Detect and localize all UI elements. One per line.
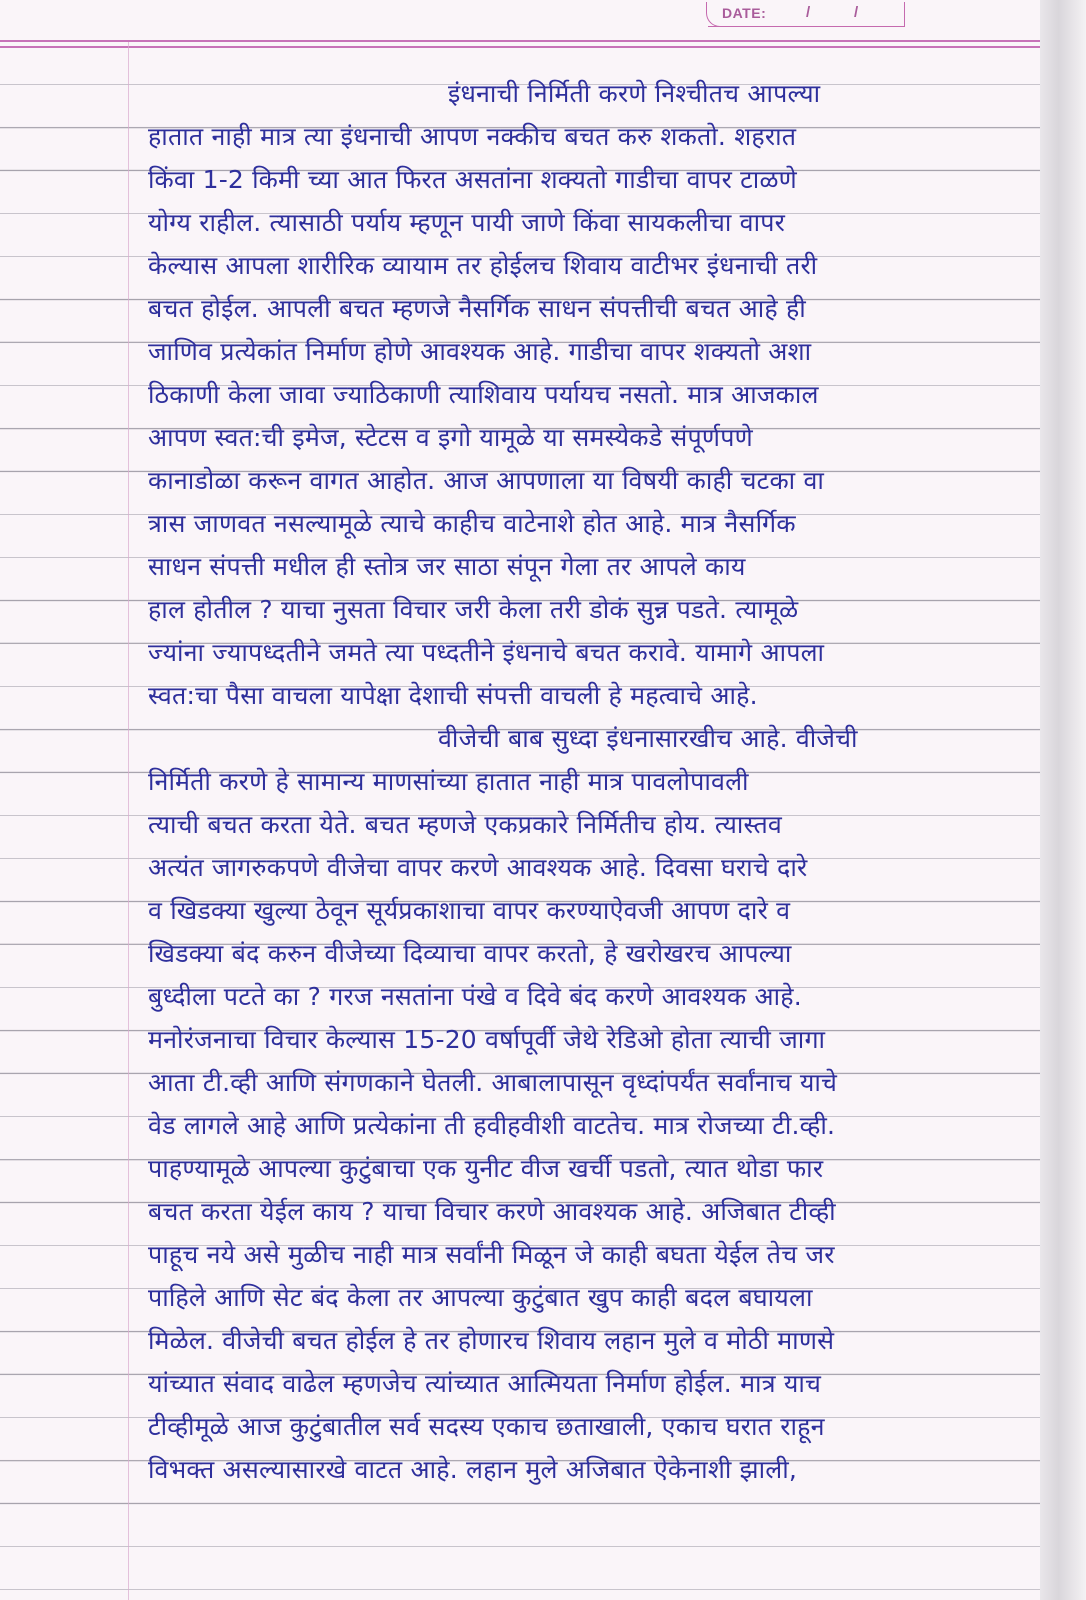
text-line: त्याची बचत करता येते. बचत म्हणजे एकप्रकारे निर्मितीच होय. त्यास्तव	[148, 810, 783, 839]
text-line: ज्यांना ज्यापध्दतीने जमते त्या पध्दतीने इंधनाचे बचत करावे. यामागे आपला	[148, 638, 825, 667]
date-label: DATE:	[722, 5, 767, 21]
text-line: आपण स्वत:ची इमेज, स्टेटस व इगो यामूळे या समस्येकडे संपूर्णपणे	[148, 423, 753, 452]
handwritten-text	[148, 72, 1018, 1491]
text-line: इंधनाची निर्मिती करणे निश्चीतच आपल्या	[448, 79, 821, 108]
text-line: वेड लागले आहे आणि प्रत्येकांना ती हवीहवीशी वाटतेच. मात्र रोजच्या टी.व्ही.	[148, 1111, 836, 1140]
text-line: बुध्दीला पटते का ? गरज नसतांना पंखे व दिवे बंद करणे आवश्यक आहे.	[148, 982, 802, 1011]
text-line: केल्यास आपला शारीरिक व्यायाम तर होईलच शिवाय वाटीभर इंधनाची तरी	[148, 251, 818, 280]
text-line: विभक्त असल्यासारखे वाटत आहे. लहान मुले अजिबात ऐकेनाशी झाली,	[148, 1455, 798, 1484]
text-line: वीजेची बाब सुध्दा इंधनासारखीच आहे. वीजेची	[438, 724, 858, 753]
text-line: पाहूच नये असे मुळीच नाही मात्र सर्वांनी मिळून जे काही बघता येईल तेच जर	[148, 1240, 835, 1269]
text-line: ठिकाणी केला जावा ज्याठिकाणी त्याशिवाय पर्यायच नसतो. मात्र आजकाल	[148, 380, 819, 409]
text-line: व खिडक्या खुल्या ठेवून सूर्यप्रकाशाचा वापर करण्याऐवजी आपण दारे व	[148, 896, 791, 925]
margin-line	[128, 42, 129, 1600]
date-separator: /	[854, 4, 859, 21]
text-line: कानाडोळा करून वागत आहोत. आज आपणाला या विषयी काही चटका वा	[148, 466, 825, 495]
text-line: साधन संपत्ती मधील ही स्तोत्र जर साठा संपून गेला तर आपले काय	[148, 552, 746, 581]
text-line: मनोरंजनाचा विचार केल्यास 15-20 वर्षापूर्वी जेथे रेडिओ होता त्याची जागा	[148, 1025, 826, 1054]
text-line: त्रास जाणवत नसल्यामूळे त्याचे काहीच वाटेनाशे होत आहे. मात्र नैसर्गिक	[148, 509, 796, 538]
text-line: योग्य राहील. त्यासाठी पर्याय म्हणून पायी जाणे किंवा सायकलीचा वापर	[148, 208, 786, 237]
header-rule-secondary	[0, 46, 1040, 48]
text-line: हातात नाही मात्र त्या इंधनाची आपण नक्कीच बचत करु शकतो. शहरात	[148, 122, 797, 151]
text-line: टीव्हीमूळे आज कुटुंबातील सर्व सदस्य एकाच छताखाली, एकाच घरात राहून	[148, 1412, 825, 1441]
text-line: बचत होईल. आपली बचत म्हणजे नैसर्गिक साधन संपत्तीची बचत आहे ही	[148, 294, 806, 323]
text-line: किंवा 1-2 किमी च्या आत फिरत असतांना शक्यतो गाडीचा वापर टाळणे	[148, 165, 797, 194]
text-line: अत्यंत जागरुकपणे वीजेचा वापर करणे आवश्यक आहे. दिवसा घराचे दारे	[148, 853, 808, 882]
text-line: पाहिले आणि सेट बंद केला तर आपल्या कुटुंबात खुप काही बदल बघायला	[148, 1283, 813, 1312]
text-line: यांच्यात संवाद वाढेल म्हणजेच त्यांच्यात आत्मियता निर्माण होईल. मात्र याच	[148, 1369, 822, 1398]
text-line: स्वत:चा पैसा वाचला यापेक्षा देशाची संपत्ती वाचली हे महत्वाचे आहे.	[148, 681, 758, 710]
text-line: निर्मिती करणे हे सामान्य माणसांच्या हातात नाही मात्र पावलोपावली	[148, 767, 749, 796]
page-edge	[1040, 0, 1086, 1600]
text-line: बचत करता येईल काय ? याचा विचार करणे आवश्यक आहे. अजिबात टीव्ही	[148, 1197, 836, 1226]
text-line: मिळेल. वीजेची बचत होईल हे तर होणारच शिवाय लहान मुले व मोठी माणसे	[148, 1326, 835, 1355]
date-separator: /	[806, 4, 811, 21]
header-rule	[0, 40, 1040, 42]
text-line: पाहण्यामूळे आपल्या कुटुंबाचा एक युनीट वीज खर्ची पडतो, त्यात थोडा फार	[148, 1154, 824, 1183]
text-line: जाणिव प्रत्येकांत निर्माण होणे आवश्यक आहे. गाडीचा वापर शक्यतो अशा	[148, 337, 812, 366]
text-line: खिडक्या बंद करुन वीजेच्या दिव्याचा वापर करतो, हे खरोखरच आपल्या	[148, 939, 792, 968]
text-line: आता टी.व्ही आणि संगणकाने घेतली. आबालापासून वृध्दांपर्यंत सर्वांनाच याचे	[148, 1068, 838, 1097]
text-line: हाल होतील ? याचा नुसता विचार जरी केला तरी डोकं सुन्न पडते. त्यामूळे	[148, 595, 799, 624]
